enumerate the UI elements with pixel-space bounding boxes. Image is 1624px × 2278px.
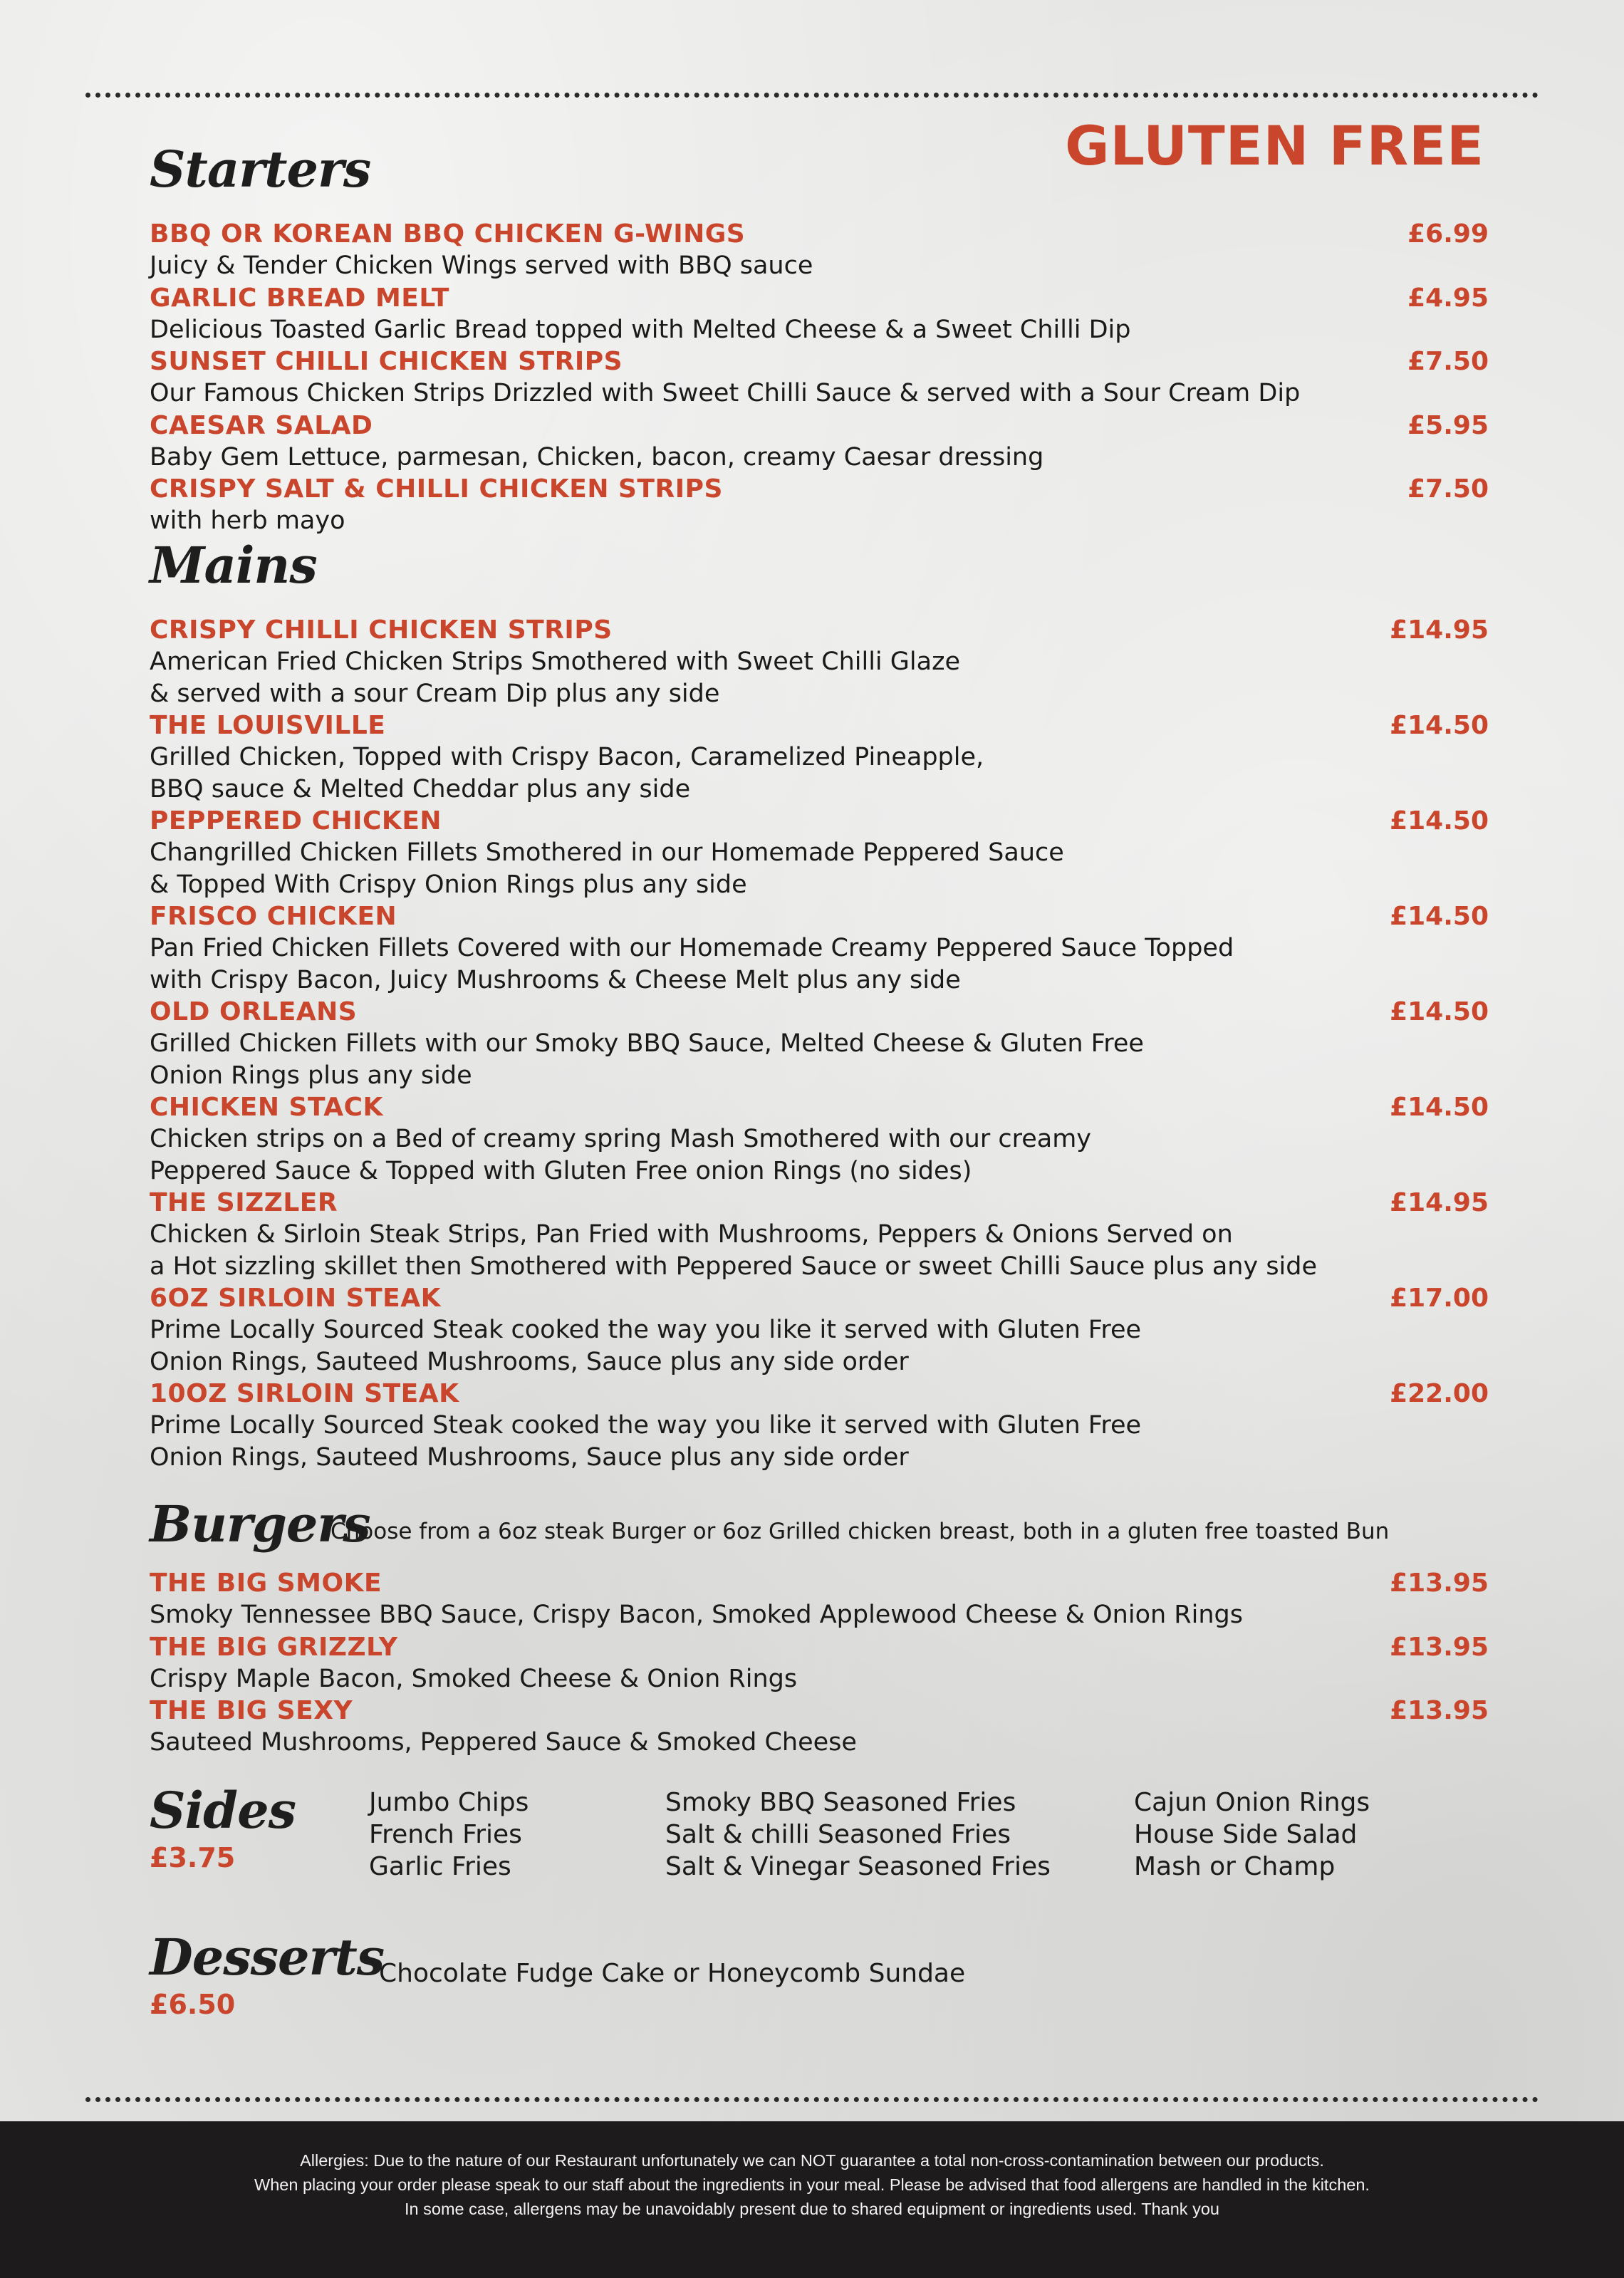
item-price: £14.95 bbox=[1390, 615, 1489, 645]
item-price: £13.95 bbox=[1390, 1633, 1489, 1662]
section-heading-burgers: Burgers bbox=[150, 1494, 370, 1554]
menu-item bbox=[150, 900, 1489, 997]
menu-item bbox=[150, 805, 1489, 901]
item-name: CRISPY CHILLI CHICKEN STRIPS bbox=[150, 615, 613, 645]
desserts-price: £6.50 bbox=[150, 1989, 236, 2020]
item-name: THE BIG GRIZZLY bbox=[150, 1633, 398, 1662]
side-item: Salt & chilli Seasoned Fries bbox=[665, 1820, 1011, 1849]
item-description: Smoky Tennessee BBQ Sauce, Crispy Bacon, Smoked Applewood Cheese & Onion Rings bbox=[150, 1601, 1243, 1629]
menu-item bbox=[150, 1091, 1489, 1187]
item-name: THE BIG SMOKE bbox=[150, 1569, 382, 1598]
section-heading-mains: Mains bbox=[150, 536, 317, 595]
item-description: Grilled Chicken Fillets with our Smoky BBQ Sauce, Melted Cheese & Gluten Free Onion Rings plus any side bbox=[150, 1029, 1144, 1090]
allergy-notice-line: In some case, allergens may be unavoidably present due to shared equipment or ingredients used. Thank you bbox=[405, 2200, 1219, 2218]
item-price: £22.00 bbox=[1390, 1379, 1489, 1408]
item-price: £13.95 bbox=[1390, 1569, 1489, 1598]
menu-item bbox=[150, 1695, 1489, 1759]
menu-item bbox=[150, 996, 1489, 1092]
item-price: £17.00 bbox=[1390, 1284, 1489, 1313]
item-description: Pan Fried Chicken Fillets Covered with our Homemade Creamy Peppered Sauce Topped with Crispy Bacon, Juicy Mushrooms & Cheese Melt plus any side bbox=[150, 934, 1234, 994]
item-name: THE SIZZLER bbox=[150, 1188, 338, 1217]
sides-column bbox=[1134, 1786, 1370, 1883]
allergy-notice-line: Allergies: Due to the nature of our Restaurant unfortunately we can NOT guarantee a total non-cross-contamination between our products. bbox=[300, 2151, 1324, 2170]
item-description: Crispy Maple Bacon, Smoked Cheese & Onion Rings bbox=[150, 1665, 798, 1693]
item-description: Our Famous Chicken Strips Drizzled with Sweet Chilli Sauce & served with a Sour Cream Dip bbox=[150, 379, 1301, 407]
item-description: Chicken & Sirloin Steak Strips, Pan Fried with Mushrooms, Peppers & Onions Served on a Hot sizzling skillet then Smothered with Peppered Sauce or sweet Chilli Sauce plus any side bbox=[150, 1220, 1318, 1281]
item-name: 10OZ SIRLOIN STEAK bbox=[150, 1379, 459, 1408]
item-price: £14.50 bbox=[1390, 711, 1489, 740]
item-description: Grilled Chicken, Topped with Crispy Bacon, Caramelized Pineapple, BBQ sauce & Melted Cheddar plus any side bbox=[150, 743, 984, 803]
item-name: FRISCO CHICKEN bbox=[150, 902, 397, 931]
item-description: Prime Locally Sourced Steak cooked the way you like it served with Gluten Free Onion Rings, Sauteed Mushrooms, Sauce plus any side order bbox=[150, 1316, 1142, 1376]
menu-item bbox=[150, 282, 1489, 346]
item-name: THE LOUISVILLE bbox=[150, 711, 386, 740]
menu-item bbox=[150, 1631, 1489, 1695]
desserts-text: Chocolate Fudge Cake or Honeycomb Sundae bbox=[379, 1959, 966, 1988]
menu-item bbox=[150, 1378, 1489, 1474]
menu-item bbox=[150, 218, 1489, 282]
item-name: CHICKEN STACK bbox=[150, 1093, 383, 1122]
item-price: £14.50 bbox=[1390, 1093, 1489, 1122]
item-description: with herb mayo bbox=[150, 506, 345, 535]
allergy-notice-line: When placing your order please speak to our staff about the ingredients in your meal. Please be advised that food allergens are handled in the kitchen. bbox=[254, 2175, 1370, 2194]
item-name: PEPPERED CHICKEN bbox=[150, 806, 442, 836]
burgers-note: Choose from a 6oz steak Burger or 6oz Grilled chicken breast, both in a gluten free toasted Bun bbox=[330, 1519, 1390, 1544]
top-dotted-divider bbox=[85, 93, 1539, 98]
item-price: £14.95 bbox=[1390, 1188, 1489, 1217]
item-price: £14.50 bbox=[1390, 806, 1489, 836]
item-price: £5.95 bbox=[1407, 411, 1489, 440]
item-description: Prime Locally Sourced Steak cooked the way you like it served with Gluten Free Onion Rings, Sauteed Mushrooms, Sauce plus any side order bbox=[150, 1411, 1142, 1472]
section-heading-starters: Starters bbox=[150, 140, 371, 199]
item-price: £6.99 bbox=[1407, 219, 1489, 249]
side-item: Mash or Champ bbox=[1134, 1852, 1336, 1881]
item-name: BBQ OR KOREAN BBQ CHICKEN G-WINGS bbox=[150, 219, 746, 249]
side-item: French Fries bbox=[369, 1820, 522, 1849]
side-item: Smoky BBQ Seasoned Fries bbox=[665, 1788, 1016, 1817]
item-name: CRISPY SALT & CHILLI CHICKEN STRIPS bbox=[150, 474, 723, 504]
side-item: House Side Salad bbox=[1134, 1820, 1358, 1849]
menu-item bbox=[150, 410, 1489, 474]
menu-item bbox=[150, 1567, 1489, 1631]
side-item: Garlic Fries bbox=[369, 1852, 511, 1881]
menu-item bbox=[150, 473, 1489, 537]
menu-item bbox=[150, 1282, 1489, 1378]
sides-column bbox=[369, 1786, 529, 1883]
item-price: £4.95 bbox=[1407, 284, 1489, 313]
menu-item bbox=[150, 709, 1489, 806]
side-item: Jumbo Chips bbox=[369, 1788, 529, 1817]
item-price: £14.50 bbox=[1390, 902, 1489, 931]
item-price: £13.95 bbox=[1390, 1696, 1489, 1725]
section-heading-desserts: Desserts bbox=[150, 1928, 385, 1987]
item-description: Delicious Toasted Garlic Bread topped with Melted Cheese & a Sweet Chilli Dip bbox=[150, 316, 1131, 344]
allergy-footer bbox=[0, 2121, 1624, 2278]
item-name: GARLIC BREAD MELT bbox=[150, 284, 449, 313]
side-item: Salt & Vinegar Seasoned Fries bbox=[665, 1852, 1051, 1881]
item-description: Changrilled Chicken Fillets Smothered in our Homemade Peppered Sauce & Topped With Crispy Onion Rings plus any side bbox=[150, 838, 1064, 899]
item-name: 6OZ SIRLOIN STEAK bbox=[150, 1284, 441, 1313]
menu-item bbox=[150, 614, 1489, 710]
item-name: THE BIG SEXY bbox=[150, 1696, 353, 1725]
item-price: £7.50 bbox=[1407, 347, 1489, 376]
bottom-dotted-divider bbox=[85, 2097, 1539, 2102]
sides-column bbox=[665, 1786, 1051, 1883]
item-description: Sauteed Mushrooms, Peppered Sauce & Smoked Cheese bbox=[150, 1728, 857, 1757]
menu-item bbox=[150, 1187, 1489, 1283]
item-description: Chicken strips on a Bed of creamy spring Mash Smothered with our creamy Peppered Sauce & Topped with Gluten Free onion Rings (no sides) bbox=[150, 1125, 1092, 1185]
sides-price: £3.75 bbox=[150, 1842, 236, 1873]
item-name: CAESAR SALAD bbox=[150, 411, 373, 440]
menu-item bbox=[150, 345, 1489, 410]
item-description: American Fried Chicken Strips Smothered with Sweet Chilli Glaze & served with a sour Cream Dip plus any side bbox=[150, 647, 960, 708]
item-price: £7.50 bbox=[1407, 474, 1489, 504]
item-description: Juicy & Tender Chicken Wings served with BBQ sauce bbox=[150, 251, 813, 280]
item-description: Baby Gem Lettuce, parmesan, Chicken, bacon, creamy Caesar dressing bbox=[150, 443, 1044, 472]
item-price: £14.50 bbox=[1390, 997, 1489, 1026]
item-name: OLD ORLEANS bbox=[150, 997, 358, 1026]
side-item: Cajun Onion Rings bbox=[1134, 1788, 1370, 1817]
item-name: SUNSET CHILLI CHICKEN STRIPS bbox=[150, 347, 623, 376]
section-heading-sides: Sides bbox=[150, 1781, 296, 1840]
page-title: GLUTEN FREE bbox=[1065, 114, 1484, 177]
